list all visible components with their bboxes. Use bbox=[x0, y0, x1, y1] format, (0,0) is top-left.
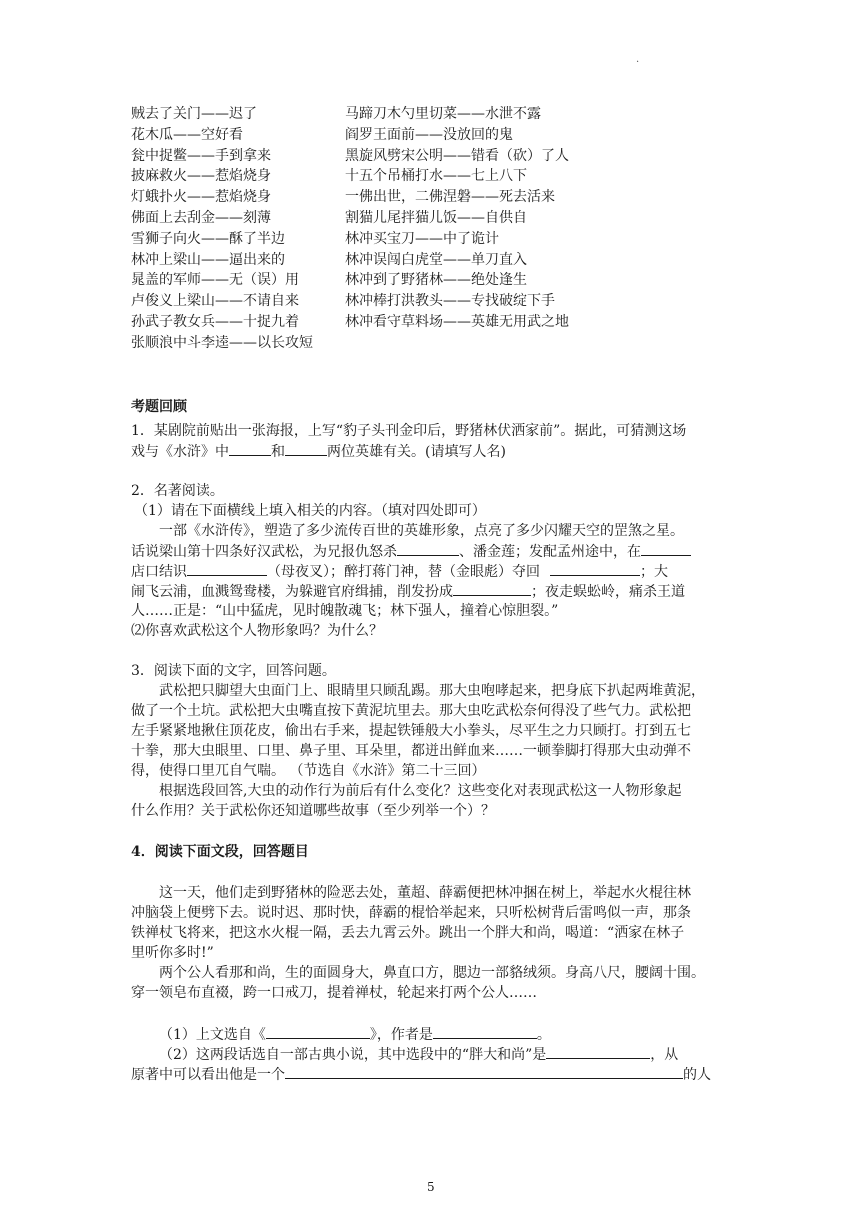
q2-line-3-a: 店口结识 bbox=[131, 564, 187, 580]
q2-line-2 bbox=[131, 541, 691, 562]
q2-blank-5[interactable] bbox=[453, 581, 531, 596]
q4-blank-2[interactable] bbox=[433, 1024, 537, 1039]
q4-line-3: 铁禅杖飞将来，把这水火棍一隔，丢去九霄云外。跳出一个胖大和尚，喝道：“洒家在林子 bbox=[131, 925, 685, 941]
q4-blank-4[interactable] bbox=[285, 1064, 683, 1079]
q2-blank-4[interactable] bbox=[550, 561, 640, 576]
q4-blank-3[interactable] bbox=[546, 1044, 650, 1059]
q3-line-7: 什么作用？关于武松你还知道哪些故事（至少列举一个）？ bbox=[131, 803, 495, 819]
q2-line-4-b: ；夜走蜈蚣岭，痛杀王道 bbox=[531, 584, 685, 600]
q4-sub2-b: ，从 bbox=[650, 1047, 679, 1063]
xiehouyu-item: 卢俊义上梁山——不请自来 bbox=[131, 293, 299, 310]
xiehouyu-item: 林冲到了野猪林——绝处逢生 bbox=[345, 272, 527, 289]
xiehouyu-item: 花木瓜——空好看 bbox=[131, 126, 243, 143]
xiehouyu-left-column bbox=[131, 104, 313, 354]
xiehouyu-item: 林冲误闯白虎堂——单刀直入 bbox=[345, 251, 527, 268]
q4-sub1 bbox=[159, 1024, 551, 1045]
q4-blank-1[interactable] bbox=[266, 1024, 370, 1039]
q4-line-1: 这一天，他们走到野猪林的险恶去处，董超、薛霸便把林冲捆在树上，举起水火棍往林 bbox=[159, 885, 691, 901]
q3-line-4: 十拳，那大虫眼里、口里、鼻子里、耳朵里，都迸出鲜血来……一顿拳脚打得那大虫动弹不 bbox=[131, 743, 691, 759]
q1-text-c: 两位英雄有关。(请填写人名) bbox=[327, 444, 506, 460]
xiehouyu-item: 披麻救火——惹焰烧身 bbox=[131, 168, 271, 185]
q2-line-4-a: 闹飞云浦，血溅鸳鸯楼，为躲避官府缉捕，削发扮成 bbox=[131, 584, 453, 600]
q1-blank-1[interactable] bbox=[229, 441, 271, 456]
xiehouyu-item: 贼去了关门——迟了 bbox=[131, 106, 257, 122]
q4-sub2 bbox=[159, 1044, 678, 1065]
xiehouyu-item: 晁盖的军师——无（误）用 bbox=[131, 272, 299, 289]
q1-line-2 bbox=[131, 441, 506, 462]
q2-title: 2．名著阅读。 bbox=[131, 483, 224, 499]
xiehouyu-item: 马蹄刀木勺里切菜——水泄不露 bbox=[345, 106, 541, 122]
xiehouyu-item: 黑旋风劈宋公明——错看（砍）了人 bbox=[345, 147, 569, 164]
q2-blank-3[interactable] bbox=[187, 561, 267, 576]
q2-line-2-a: 话说梁山第十四条好汉武松，为兄报仇怒杀 bbox=[131, 544, 397, 560]
xiehouyu-right-column bbox=[345, 104, 569, 333]
q2-sub1: （1）请在下面横线上填入相关的内容。（填对四处即可） bbox=[134, 503, 486, 519]
q2-blank-2[interactable] bbox=[641, 541, 691, 556]
q2-line-2-b: 、潘金莲；发配孟州途中，在 bbox=[459, 544, 641, 560]
q2-blank-1[interactable] bbox=[397, 541, 459, 556]
xiehouyu-item: 林冲上梁山——逼出来的 bbox=[131, 251, 285, 268]
q4-line-2: 冲脑袋上便劈下去。说时迟、那时快，薛霸的棍恰举起来，只听松树背后雷鸣似一声，那条 bbox=[131, 905, 691, 921]
q4-sub2-a: （2）这两段话选自一部古典小说，其中选段中的“胖大和尚”是 bbox=[159, 1047, 547, 1063]
q1-text-a: 戏与《水浒》中 bbox=[131, 444, 229, 460]
xiehouyu-item: 割猫儿尾拌猫儿饭——自供自 bbox=[345, 209, 527, 226]
q1-line-1: 1．某剧院前贴出一张海报，上写“豹子头刊金印后，野猪林伏洒家前”。据此，可猜测这场 bbox=[131, 423, 687, 439]
q3-line-5: 得，使得口里兀自气喘。 （节选自《水浒》第二十三回） bbox=[131, 763, 486, 779]
xiehouyu-item: 瓮中捉鳖——手到拿来 bbox=[131, 147, 271, 164]
q3-line-3: 左手紧紧地揪住顶花皮，偷出右手来，提起铁锤般大小拳头，尽平生之力只顾打。打到五七 bbox=[131, 723, 691, 739]
q4-sub1-b: 》，作者是 bbox=[369, 1027, 433, 1043]
page-number: 5 bbox=[427, 1180, 435, 1194]
xiehouyu-item: 佛面上去刮金——刻薄 bbox=[131, 209, 271, 226]
q2-line-3-b: （母夜叉）；醉打蒋门神，替（金眼彪）夺回 bbox=[267, 564, 540, 580]
xiehouyu-item: 张顺浪中斗李逵——以长攻短 bbox=[131, 334, 313, 351]
q4-line-4: 里听你多时!” bbox=[131, 945, 214, 961]
q2-line-1: 一部《水浒传》，塑造了多少流传百世的英雄形象，点亮了多少闪耀天空的罡煞之星。 bbox=[159, 523, 684, 539]
q4-line-5: 两个公人看那和尚，生的面圆身大，鼻直口方，腮边一部貉绒须。身高八尺，腰阔十围。 bbox=[159, 965, 705, 981]
q2-line-4 bbox=[131, 581, 685, 602]
q4-title: 4．阅读下面文段，回答题目 bbox=[131, 844, 309, 860]
q4-sub1-a: （1）上文选自《 bbox=[159, 1027, 266, 1043]
q1-text-b: 和 bbox=[271, 444, 285, 460]
corner-mark: . bbox=[636, 54, 640, 65]
q4-sub1-c: 。 bbox=[536, 1027, 551, 1043]
xiehouyu-item: 十五个吊桶打水——七上八下 bbox=[345, 168, 527, 185]
q3-line-6: 根据选段回答,大虫的动作行为前后有什么变化？这些变化对表现武松这一人物形象起 bbox=[159, 783, 682, 799]
q4-sub3 bbox=[131, 1064, 711, 1085]
q2-sub2: ⑵你喜欢武松这个人物形象吗？为什么？ bbox=[131, 623, 383, 639]
review-heading: 考题回顾 bbox=[131, 399, 187, 415]
xiehouyu-item: 灯蛾扑火——惹焰烧身 bbox=[131, 189, 271, 206]
q4-sub3-a: 原著中可以看出他是一个 bbox=[131, 1067, 285, 1083]
q3-line-2: 做了一个土坑。武松把大虫嘴直按下黄泥坑里去。那大虫吃武松奈何得没了些气力。武松把 bbox=[131, 703, 691, 719]
xiehouyu-item: 阎罗王面前——没放回的鬼 bbox=[345, 126, 513, 143]
xiehouyu-item: 林冲买宝刀——中了诡计 bbox=[345, 230, 499, 247]
xiehouyu-item: 孙武子教女兵——十捉九着 bbox=[131, 313, 299, 330]
q2-line-3-c: ；大 bbox=[640, 564, 668, 580]
xiehouyu-item: 林冲看守草料场——英雄无用武之地 bbox=[345, 313, 569, 330]
q4-sub3-b: 的人 bbox=[683, 1067, 711, 1083]
xiehouyu-item: 林冲棒打洪教头——专找破绽下手 bbox=[345, 293, 555, 310]
q2-line-3 bbox=[131, 561, 668, 582]
q1-blank-2[interactable] bbox=[285, 441, 327, 456]
q4-line-6: 穿一领皂布直裰，跨一口戒刀，提着禅杖，轮起来打两个公人…… bbox=[131, 985, 537, 1001]
q2-line-5: 人……正是：“山中猛虎，见时魄散魂飞；林下强人，撞着心惊胆裂。” bbox=[131, 603, 559, 619]
q3-line-1: 武松把只脚望大虫面门上、眼睛里只顾乱踢。那大虫咆哮起来，把身底下扒起两堆黄泥， bbox=[159, 683, 705, 699]
xiehouyu-item: 雪狮子向火——酥了半边 bbox=[131, 230, 285, 247]
xiehouyu-item: 一佛出世，二佛涅磐——死去活来 bbox=[345, 189, 555, 206]
q3-title: 3．阅读下面的文字，回答问题。 bbox=[131, 663, 336, 679]
